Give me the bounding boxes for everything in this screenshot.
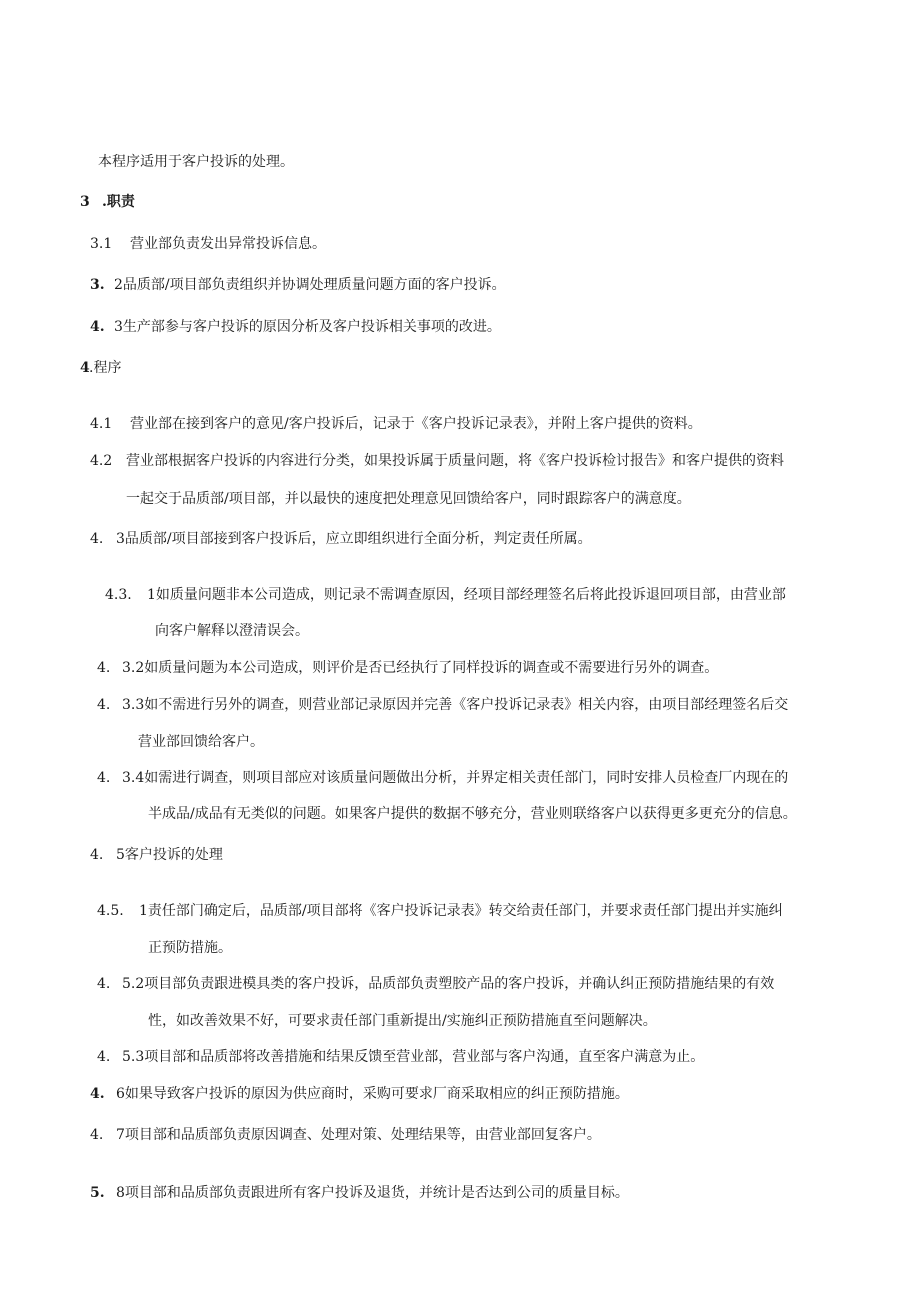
clause-number: 5.	[90, 1185, 105, 1201]
clause-text: 营业部根据客户投诉的内容进行分类，如果投诉属于质量问题，将《客户投诉检讨报告》和客户提供的资料	[126, 453, 784, 469]
section-number: 4	[80, 360, 90, 376]
clause-4-5	[90, 846, 223, 864]
clause-text: 3.4如需进行调查，则项目部应对该质量问题做出分析，并界定相关责任部门，同时安排人员检查厂内现在的	[122, 770, 789, 786]
clause-number: 4.	[97, 697, 111, 713]
clause-number: 3.1	[90, 236, 113, 252]
clause-4-1	[90, 415, 702, 433]
clause-text: 3.2如质量问题为本公司造成，则评价是否已经执行了同样投诉的调查或不需要进行另外的调查。	[122, 660, 719, 676]
clause-4-3-4	[97, 769, 788, 787]
clause-4-5-1-continuation: 正预防措施。	[148, 940, 232, 956]
clause-number: 4.	[97, 660, 111, 676]
clause-4-3-2	[97, 659, 718, 677]
section-title: .职责	[102, 194, 135, 210]
clause-number: 4.	[97, 976, 111, 992]
clause-number: 4.	[90, 847, 104, 863]
section-number: 3	[80, 194, 90, 210]
section-4-heading	[80, 359, 121, 377]
clause-text: 1如质量问题非本公司造成，则记录不需调查原因，经项目部经理签名后将此投诉退回项目部，由营业部	[147, 587, 786, 603]
section-title: .程序	[89, 360, 122, 376]
clause-4-3	[90, 530, 592, 548]
clause-number: 4.2	[90, 453, 113, 469]
clause-4-3-3	[97, 696, 788, 714]
clause-3-3	[90, 318, 501, 336]
clause-4-2-continuation: 一起交于品质部/项目部，并以最快的速度把处理意见回馈给客户，同时跟踪客户的满意度。	[126, 491, 691, 507]
clause-number: 4.	[90, 531, 104, 547]
clause-4-2	[90, 452, 784, 470]
clause-4-5-3	[97, 1048, 704, 1066]
clause-text: 营业部在接到客户的意见/客户投诉后，记录于《客户投诉记录表》，并附上客户提供的资料。	[130, 416, 702, 432]
clause-text: 5客户投诉的处理	[116, 847, 223, 863]
clause-4-5-2	[97, 975, 774, 993]
clause-number: 4.1	[90, 416, 113, 432]
clause-text: 7项目部和品质部负责原因调查、处理对策、处理结果等，由营业部回复客户。	[116, 1127, 601, 1143]
clause-4-3-4-continuation: 半成品/成品有无类似的问题。如果客户提供的数据不够充分，营业则联络客户以获得更多更充分的信息。	[148, 806, 797, 822]
clause-number: 4.	[97, 770, 111, 786]
clause-4-3-1	[105, 586, 786, 604]
clause-4-3-1-continuation: 向客户解释以澄清误会。	[155, 623, 309, 639]
clause-3-2	[90, 276, 506, 294]
clause-number: 4.5.	[97, 903, 124, 919]
clause-text: 2品质部/项目部负责组织并协调处理质量问题方面的客户投诉。	[114, 277, 506, 293]
clause-text: 3品质部/项目部接到客户投诉后，应立即组织进行全面分析，判定责任所属。	[116, 531, 592, 547]
clause-4-5-2-continuation: 性，如改善效果不好，可要求责任部门重新提出/实施纠正预防措施直至问题解决。	[148, 1013, 657, 1029]
clause-number: 4.	[90, 1127, 104, 1143]
clause-number: 4.	[90, 1086, 105, 1102]
clause-text: 3.3如不需进行另外的调查，则营业部记录原因并完善《客户投诉记录表》相关内容，由项目部经理签名后交	[122, 697, 789, 713]
clause-4-3-3-continuation: 营业部回馈给客户。	[138, 734, 264, 750]
clause-text: 6如果导致客户投诉的原因为供应商时，采购可要求厂商采取相应的纠正预防措施。	[116, 1086, 629, 1102]
clause-text: 1责任部门确定后，品质部/项目部将《客户投诉记录表》转交给责任部门，并要求责任部门提出并实施纠	[139, 903, 783, 919]
clause-text: 5.3项目部和品质部将改善措施和结果反馈至营业部，营业部与客户沟通，直至客户满意为止。	[122, 1049, 705, 1065]
clause-text: 营业部负责发出异常投诉信息。	[130, 236, 326, 252]
clause-number: 4.3.	[105, 587, 132, 603]
clause-4-5-1	[97, 902, 783, 920]
clause-number: 4.	[90, 319, 105, 335]
clause-text: 3生产部参与客户投诉的原因分析及客户投诉相关事项的改进。	[114, 319, 501, 335]
clause-text: 8项目部和品质部负责跟进所有客户投诉及退货，并统计是否达到公司的质量目标。	[116, 1185, 629, 1201]
section-3-heading	[80, 193, 135, 211]
clause-number: 4.	[97, 1049, 111, 1065]
clause-5-8	[90, 1184, 629, 1202]
clause-4-6	[90, 1085, 629, 1103]
clause-4-7	[90, 1126, 601, 1144]
clause-3-1	[90, 235, 326, 253]
clause-text: 5.2项目部负责跟进模具类的客户投诉，品质部负责塑胶产品的客户投诉，并确认纠正预防措施结果的有效	[122, 976, 775, 992]
clause-number: 3.	[90, 277, 105, 293]
scope-text: 本程序适用于客户投诉的处理。	[98, 154, 294, 170]
